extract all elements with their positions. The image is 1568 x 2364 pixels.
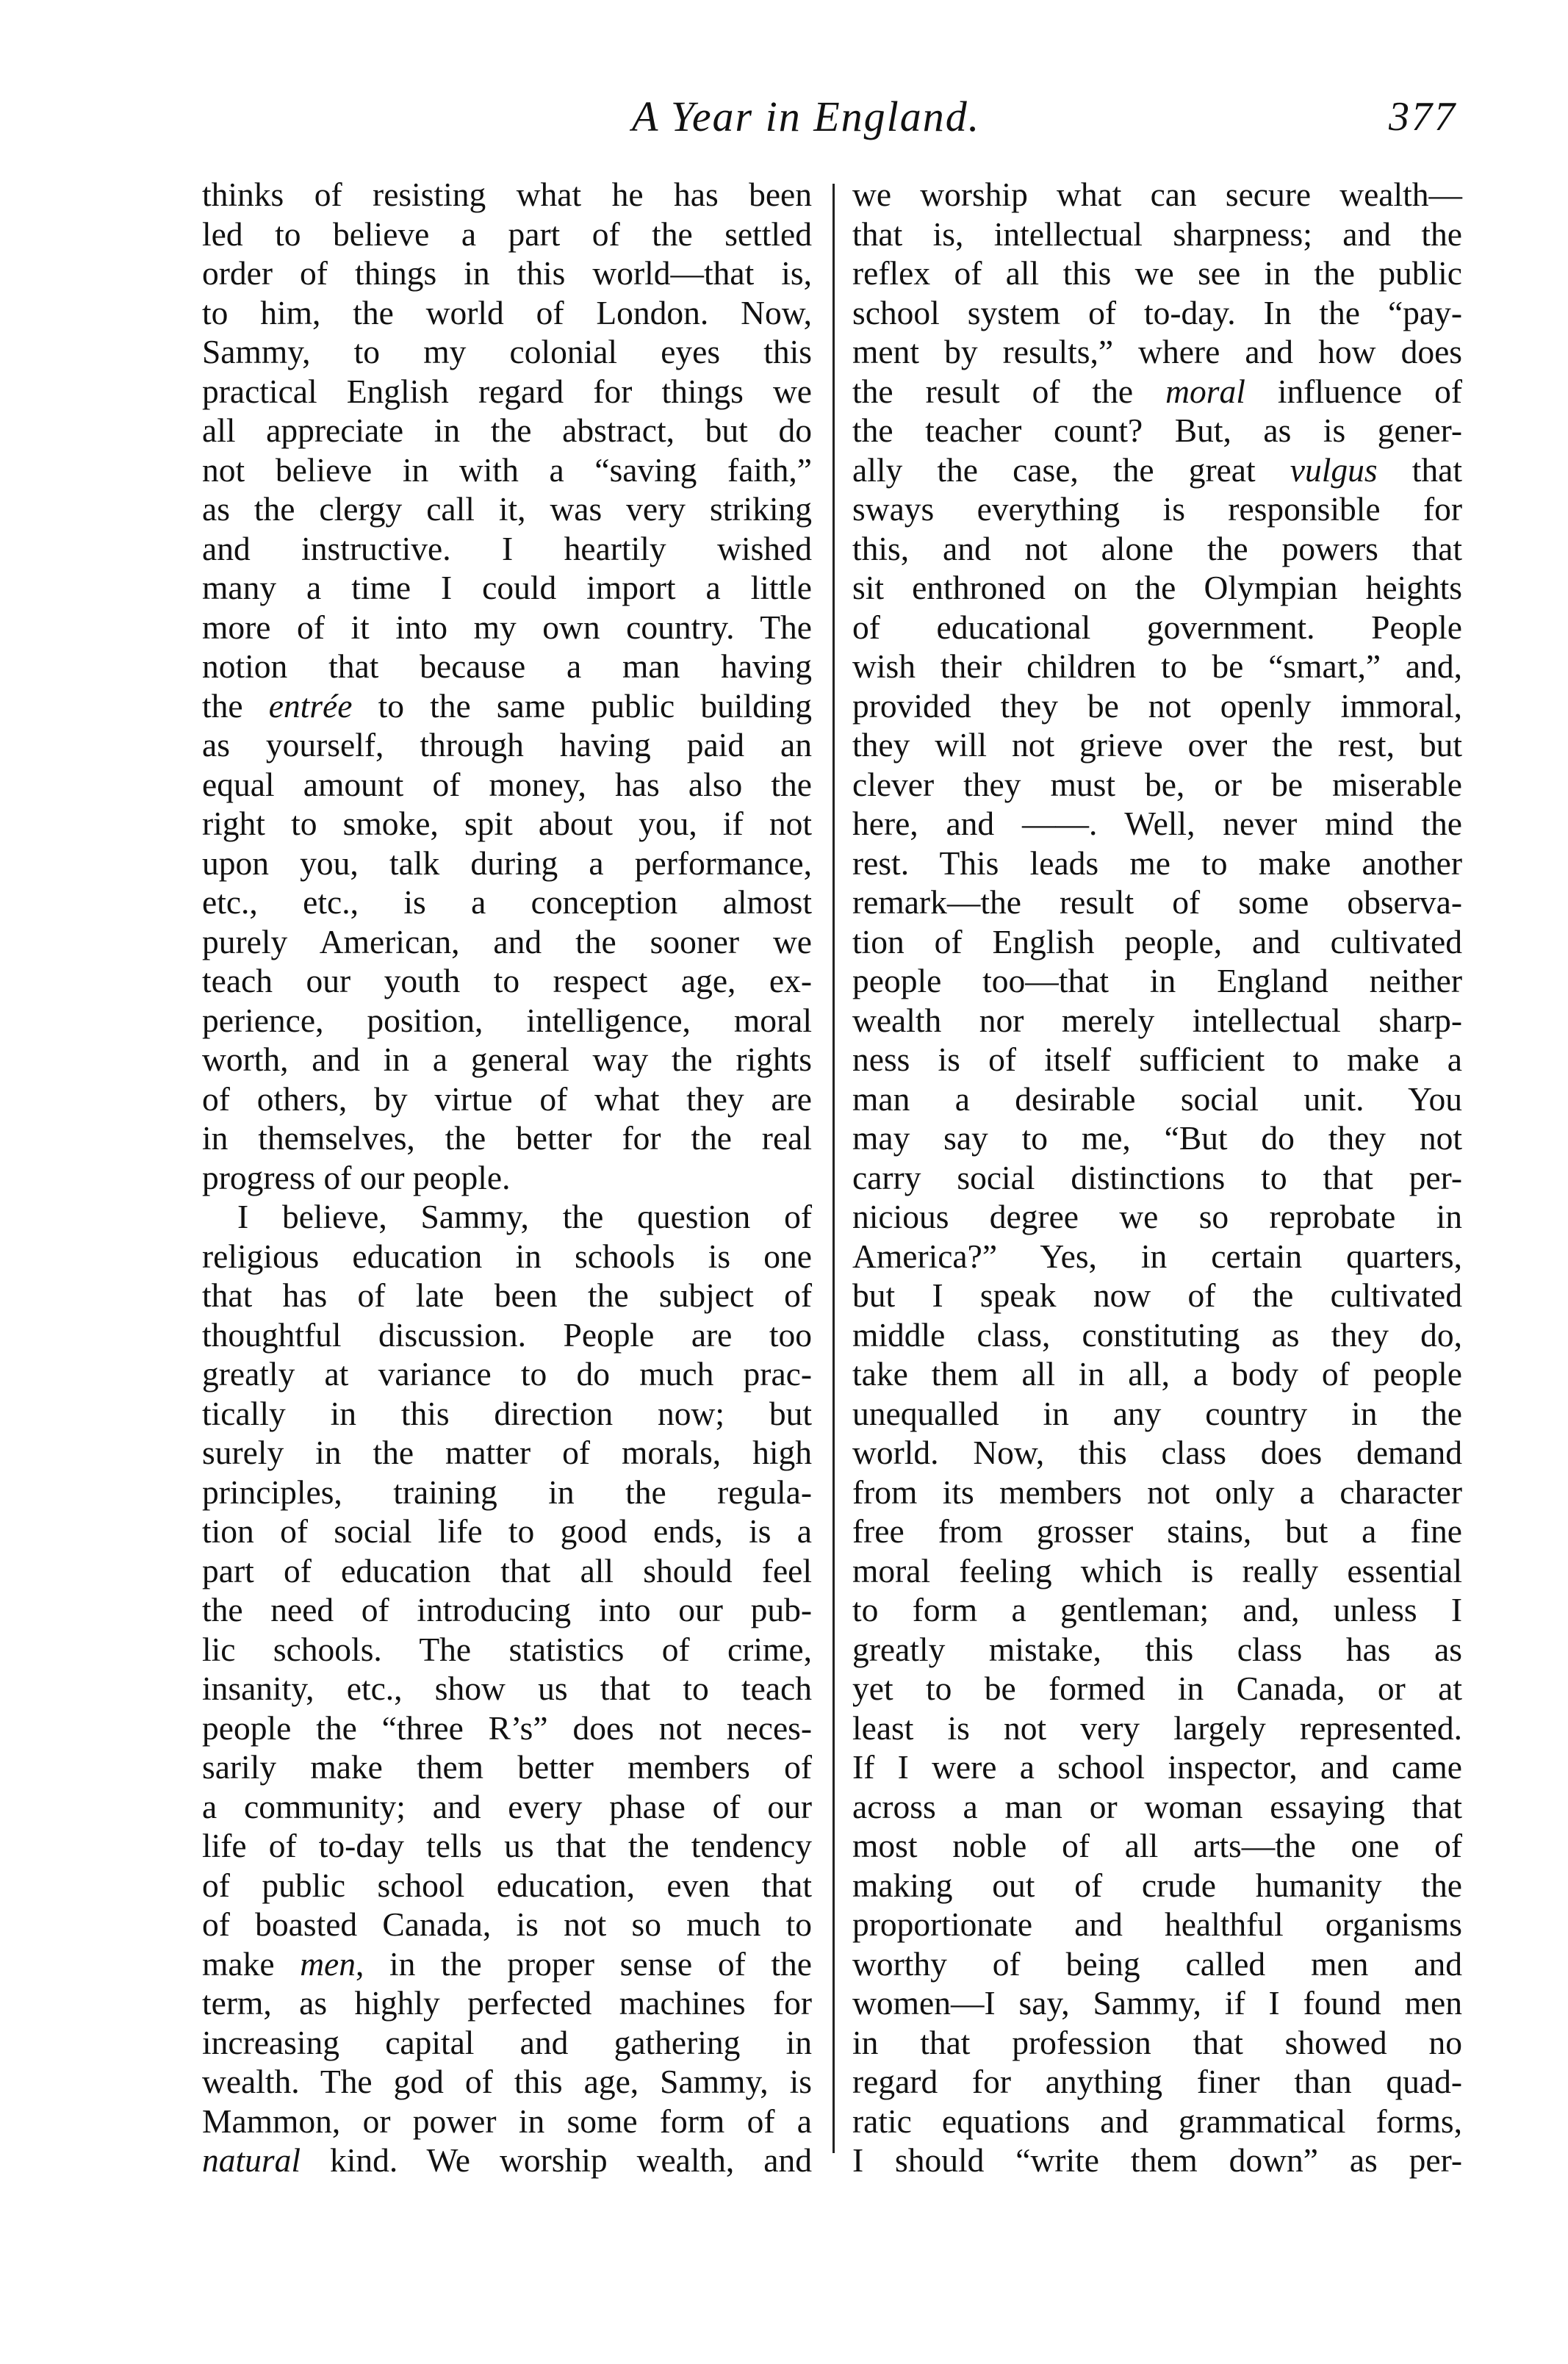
text-line: America?” Yes, in certain quarters,	[852, 1237, 1462, 1275]
text-line: wealth nor merely intellectual sharp-	[852, 1001, 1462, 1039]
text-line: the entrée to the same public building	[202, 686, 812, 725]
text-line: remark—the result of some observa-	[852, 883, 1462, 921]
text-line: I should “write them down” as per-	[852, 2141, 1462, 2179]
text-line: lic schools. The statistics of crime,	[202, 1630, 812, 1668]
text-line: in themselves, the better for the real	[202, 1119, 812, 1157]
text-line: If I were a school inspector, and came	[852, 1748, 1462, 1786]
text-line: Sammy, to my colonial eyes this	[202, 333, 812, 370]
text-line: women—I say, Sammy, if I found men	[852, 1984, 1462, 2022]
text-line: least is not very largely represented.	[852, 1709, 1462, 1747]
text-line: a community; and every phase of our	[202, 1787, 812, 1825]
text-line: people the “three R’s” does not neces-	[202, 1709, 812, 1747]
text-line: provided they be not openly immoral,	[852, 686, 1462, 725]
text-line: of educational government. People	[852, 608, 1462, 646]
text-line: as the clergy call it, was very striking	[202, 490, 812, 528]
text-line: increasing capital and gathering in	[202, 2023, 812, 2061]
text-line: that is, intellectual sharpness; and the	[852, 215, 1462, 253]
text-line: notion that because a man having	[202, 647, 812, 685]
text-line: man a desirable social unit. You	[852, 1079, 1462, 1118]
text-line: thinks of resisting what he has been	[202, 176, 812, 213]
text-line: of others, by virtue of what they are	[202, 1079, 812, 1118]
text-line: more of it into my own country. The	[202, 608, 812, 646]
text-line: Mammon, or power in some form of a	[202, 2102, 812, 2140]
text-line: practical English regard for things we	[202, 372, 812, 410]
text-line: but I speak now of the cultivated	[852, 1276, 1462, 1314]
text-line: of boasted Canada, is not so much to	[202, 1905, 812, 1943]
text-line: teach our youth to respect age, ex-	[202, 962, 812, 999]
text-line: purely American, and the sooner we	[202, 922, 812, 960]
text-line: all appreciate in the abstract, but do	[202, 412, 812, 449]
text-line: to him, the world of London. Now,	[202, 293, 812, 331]
text-line: yet to be formed in Canada, or at	[852, 1670, 1462, 1707]
text-line: sit enthroned on the Olympian heights	[852, 569, 1462, 606]
text-line: religious education in schools is one	[202, 1237, 812, 1275]
running-head	[0, 92, 1568, 158]
text-line: middle class, constituting as they do,	[852, 1315, 1462, 1354]
text-line: ratic equations and grammatical forms,	[852, 2102, 1462, 2140]
page-number: 377	[1389, 94, 1457, 140]
right-text-column	[852, 175, 1462, 2180]
text-line: principles, training in the regula-	[202, 1473, 812, 1511]
text-line: the result of the moral influence of	[852, 372, 1462, 410]
text-line: moral feeling which is really essential	[852, 1551, 1462, 1589]
text-line: sarily make them better members of	[202, 1748, 812, 1786]
text-line: sways everything is responsible for	[852, 490, 1462, 528]
text-line: making out of crude humanity the	[852, 1866, 1462, 1904]
text-line: I believe, Sammy, the question of	[237, 1198, 812, 1235]
text-line: worthy of being called men and	[852, 1944, 1462, 1983]
text-line: many a time I could import a little	[202, 569, 812, 606]
text-line: we worship what can secure wealth—	[852, 176, 1462, 213]
text-line: upon you, talk during a performance,	[202, 844, 812, 882]
text-line: take them all in all, a body of people	[852, 1355, 1462, 1393]
left-text-column	[202, 175, 812, 2180]
italic-word: men	[300, 1944, 356, 1983]
text-line: tically in this direction now; but	[202, 1394, 812, 1432]
text-line: proportionate and healthful organisms	[852, 1905, 1462, 1943]
text-line: wish their children to be “smart,” and,	[852, 647, 1462, 685]
text-line: people too—that in England neither	[852, 962, 1462, 999]
text-line: nicious degree we so reprobate in	[852, 1198, 1462, 1235]
text-line: greatly mistake, this class has as	[852, 1630, 1462, 1668]
text-line: of public school education, even that	[202, 1866, 812, 1904]
text-line: the need of introducing into our pub-	[202, 1591, 812, 1628]
text-line: regard for anything finer than quad-	[852, 2063, 1462, 2100]
text-line: here, and ——. Well, never mind the	[852, 805, 1462, 842]
running-title: A Year in England.	[632, 93, 981, 140]
italic-word: moral	[1165, 372, 1245, 410]
text-line: carry social distinctions to that per-	[852, 1158, 1462, 1196]
text-line: part of education that all should feel	[202, 1551, 812, 1589]
text-line: not believe in with a “saving faith,”	[202, 450, 812, 489]
text-line: led to believe a part of the settled	[202, 215, 812, 253]
text-line: most noble of all arts—the one of	[852, 1827, 1462, 1864]
text-line: they will not grieve over the rest, but	[852, 726, 1462, 764]
text-line: school system of to-day. In the “pay-	[852, 293, 1462, 331]
column-divider-rule	[832, 184, 835, 2153]
italic-word: vulgus	[1290, 450, 1378, 489]
text-line: from its members not only a character	[852, 1473, 1462, 1511]
italic-word: entrée	[268, 686, 353, 725]
text-line: that has of late been the subject of	[202, 1276, 812, 1314]
text-line: worth, and in a general way the rights	[202, 1041, 812, 1078]
text-line: may say to me, “But do they not	[852, 1119, 1462, 1157]
text-line: unequalled in any country in the	[852, 1394, 1462, 1432]
text-line: ness is of itself sufficient to make a	[852, 1041, 1462, 1078]
text-line: insanity, etc., show us that to teach	[202, 1670, 812, 1707]
text-line: free from grosser stains, but a fine	[852, 1512, 1462, 1550]
text-line: equal amount of money, has also the	[202, 765, 812, 803]
text-line: clever they must be, or be miserable	[852, 765, 1462, 803]
text-line: world. Now, this class does demand	[852, 1434, 1462, 1471]
text-line: life of to-day tells us that the tendency	[202, 1827, 812, 1864]
text-line: surely in the matter of morals, high	[202, 1434, 812, 1471]
text-line: thoughtful discussion. People are too	[202, 1315, 812, 1354]
text-line: as yourself, through having paid an	[202, 726, 812, 764]
text-line: greatly at variance to do much prac-	[202, 1355, 812, 1393]
text-line: ment by results,” where and how does	[852, 333, 1462, 370]
text-line: order of things in this world—that is,	[202, 254, 812, 292]
text-line: progress of our people.	[202, 1158, 511, 1196]
text-line: right to smoke, spit about you, if not	[202, 805, 812, 842]
text-line: perience, position, intelligence, moral	[202, 1001, 812, 1039]
text-line: and instructive. I heartily wished	[202, 529, 812, 567]
text-line: natural kind. We worship wealth, and	[202, 2141, 812, 2179]
text-line: make men, in the proper sense of the	[202, 1944, 812, 1983]
text-line: the teacher count? But, as is gener-	[852, 412, 1462, 449]
text-line: in that profession that showed no	[852, 2023, 1462, 2061]
text-line: etc., etc., is a conception almost	[202, 883, 812, 921]
text-line: tion of social life to good ends, is a	[202, 1512, 812, 1550]
text-line: term, as highly perfected machines for	[202, 1984, 812, 2022]
text-line: ally the case, the great vulgus that	[852, 450, 1462, 489]
text-line: tion of English people, and cultivated	[852, 922, 1462, 960]
text-line: reflex of all this we see in the public	[852, 254, 1462, 292]
text-line: to form a gentleman; and, unless I	[852, 1591, 1462, 1628]
text-line: wealth. The god of this age, Sammy, is	[202, 2063, 812, 2100]
italic-word: natural	[202, 2141, 301, 2179]
text-line: rest. This leads me to make another	[852, 844, 1462, 882]
text-line: this, and not alone the powers that	[852, 529, 1462, 567]
text-line: across a man or woman essaying that	[852, 1787, 1462, 1825]
